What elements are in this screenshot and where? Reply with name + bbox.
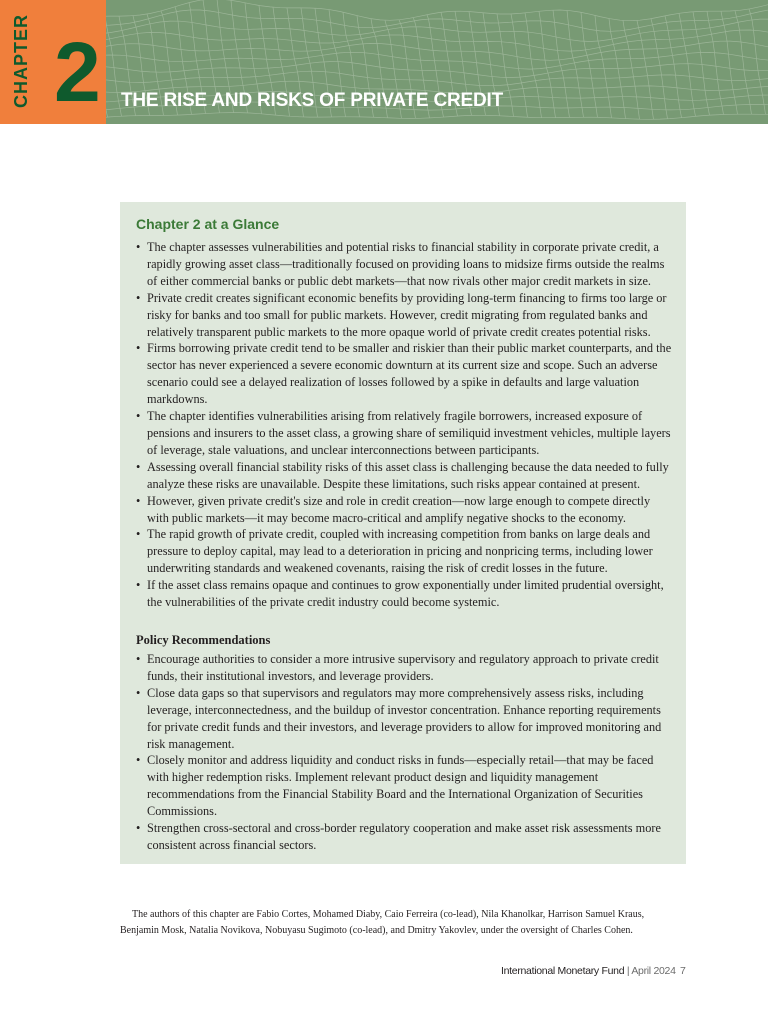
glance-bullet-item: • Assessing overall financial stability risks of this asset class is challenging because the data needed to fully analyze these risks are unavailable. Despite these limitations, such risks appear contained at present. — [136, 459, 674, 493]
policy-bullet-list — [136, 651, 674, 854]
chapter-at-a-glance-box — [120, 202, 686, 864]
glance-bullet-item: • If the asset class remains opaque and continues to grow exponentially under limited prudential oversight, the vulnerabilities of the private credit industry could become systemic. — [136, 577, 674, 611]
glance-bullet-item: • Private credit creates significant economic benefits by providing long-term financing to firms too large or risky for banks and too small for public markets. However, credit migrating from regulated banks and relatively transparent public markets to the more opaque world of private credit creates potential risks. — [136, 290, 674, 341]
policy-bullet-item: • Encourage authorities to consider a more intrusive supervisory and regulatory approach to private credit funds, their institutional investors, and leverage providers. — [136, 651, 674, 685]
footer-separator: | — [624, 965, 632, 977]
mesh-line — [637, 21, 654, 120]
glance-bullet-item: • Firms borrowing private credit tend to be smaller and riskier than their public market counterparts, and the sector has never experienced a severe economic downturn at its current size and scope. Such an adverse scenario could see a delayed realization of losses followed by a spike in defaults and large valuation markdowns. — [136, 340, 674, 408]
mesh-line — [679, 13, 696, 116]
chapter-word: CHAPTER — [11, 13, 31, 108]
chapter-number: 2 — [54, 25, 98, 119]
page-number: 7 — [680, 965, 686, 977]
glance-heading: Chapter 2 at a Glance — [136, 216, 280, 232]
mesh-line — [665, 16, 682, 118]
glance-bullet-item: • The rapid growth of private credit, coupled with increasing competition from banks on large deals and pressure to deploy capital, may lead to a deterioration in pricing and nonpricing terms, including lower underwriting standards and weakened covenants, raising the risk of credit losses in the future. — [136, 526, 674, 577]
authors-footnote: The authors of this chapter are Fabio Cortes, Mohamed Diaby, Caio Ferreira (co-lead), Nila Khanolkar, Harrison Samuel Kraus, Benjamin Mosk, Natalia Novikova, Nobuyasu Sugimoto (co-lead), and Dmitry Yakovlev, under the oversight of Charles Cohen. — [120, 909, 645, 936]
policy-recommendations-heading: Policy Recommendations — [136, 633, 271, 647]
chapter-label-block — [0, 0, 106, 124]
page-footer — [501, 965, 676, 977]
glance-bullet-item: • The chapter identifies vulnerabilities arising from relatively fragile borrowers, increased exposure of pensions and insurers to the asset class, a growing share of semiliquid investment vehicles, multiple layers of leverage, stale valuations, and unclear interconnections between participants. — [136, 408, 674, 459]
mesh-line — [100, 52, 768, 69]
mesh-line — [525, 13, 542, 118]
policy-bullet-item: • Strengthen cross-sectoral and cross-border regulatory cooperation and make asset risk assessments more consistent across financial sectors. — [136, 820, 674, 854]
mesh-line — [553, 10, 570, 117]
footer-date: April 2024 — [631, 965, 676, 977]
glance-bullet-list — [136, 239, 674, 611]
mesh-line — [721, 11, 738, 114]
glance-bullet-item: • The chapter assesses vulnerabilities and potential risks to financial stability in corporate private credit, a rapidly growing asset class—traditionally focused on providing loans to midsize firms outside the realms of either commercial banks or public debt markets—that now rivals other major credit markets in size. — [136, 239, 674, 290]
chapter-header-band — [0, 0, 768, 124]
policy-bullet-item: • Closely monitor and address liquidity and conduct risks in funds—especially retail—that may be faced with higher redemption risks. Implement relevant product design and liquidity management recommendations from the Financial Stability Board and the International Organization of Securities Commissions. — [136, 752, 674, 820]
chapter-title: THE RISE AND RISKS OF PRIVATE CREDIT — [121, 90, 503, 111]
footer-organization: International Monetary Fund — [501, 965, 625, 977]
glance-bullet-item: • However, given private credit's size and role in credit creation—now large enough to compete directly with public markets—it may become macro-critical and amplify negative shocks to the economy. — [136, 493, 674, 527]
mesh-line — [749, 9, 766, 114]
mesh-line — [100, 113, 768, 120]
mesh-line — [735, 11, 752, 115]
policy-bullet-item: • Close data gaps so that supervisors and regulators may more comprehensively assess risks, including leverage, interconnectedness, and the buildup of investor concentration. Enhance reporting requirements for private credit funds and their investors, and leverage providers to allow for improved monitoring and risk management. — [136, 685, 674, 753]
mesh-line — [539, 11, 556, 117]
mesh-line — [651, 19, 668, 119]
mesh-line — [511, 14, 528, 117]
